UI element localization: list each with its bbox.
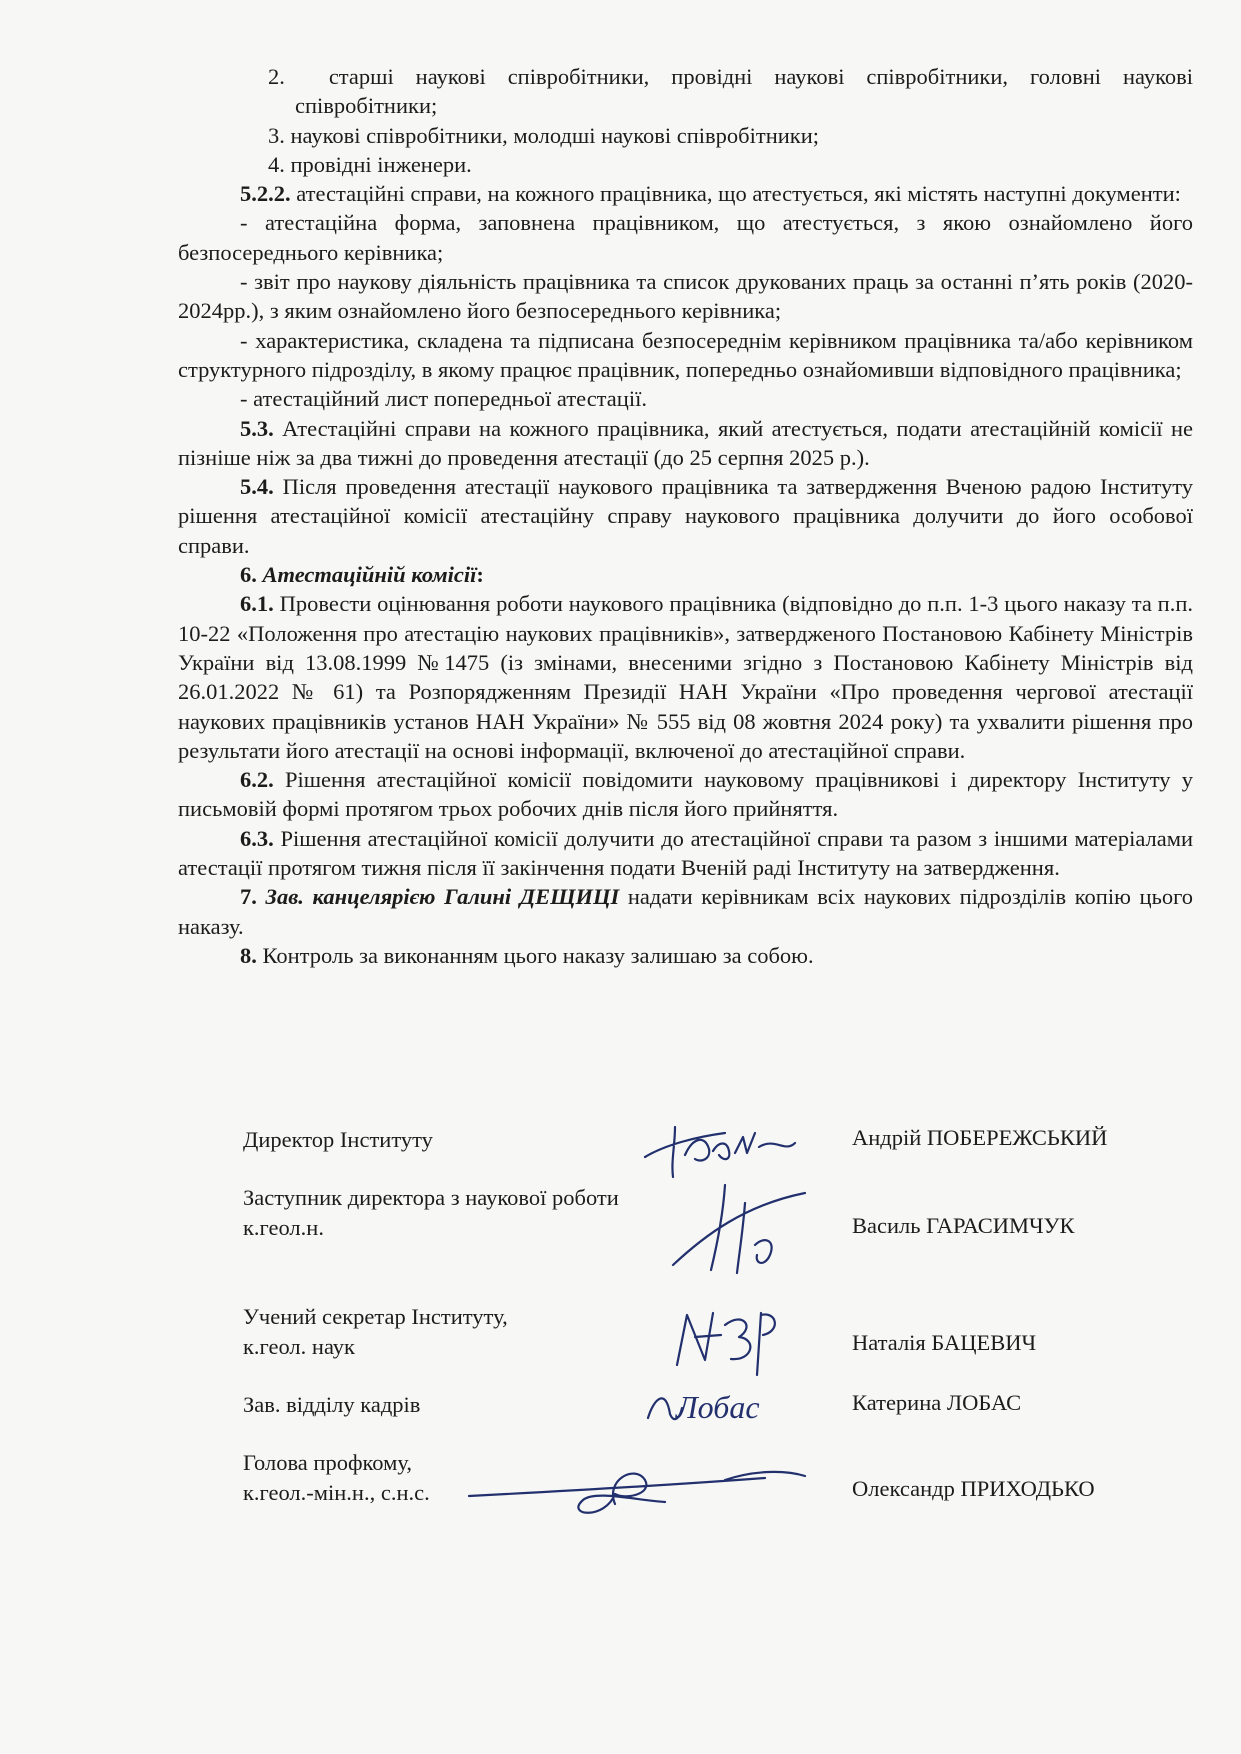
signatory-position-deputy: Заступник директора з наукової роботи к.геол.н.: [243, 1185, 619, 1240]
paragraph-6-2: 6.2. Рішення атестаційної комісії повідомити науковому працівникові і директору Інституту у письмовій формі протягом трьох робочих днів після його прийняття.: [178, 767, 1193, 822]
signature-secretary-icon: [665, 1305, 785, 1380]
list-item-3: 3. наукові співробітники, молодші наукові співробітники;: [268, 122, 819, 148]
list-item-4: 4. провідні інженери.: [268, 151, 472, 177]
signatory-position-director: Директор Інституту: [243, 1127, 433, 1152]
paragraph-7: 7. Зав. канцелярією Галині ДЕЩИЦІ надати керівникам всіх наукових підрозділів копію цього наказу.: [178, 884, 1194, 939]
dash-item-4: - атестаційний лист попередньої атестації.: [240, 386, 647, 412]
paragraph-6-1: 6.1. Провести оцінювання роботи наукового працівника (відповідно до п.п. 1-3 цього наказу та п.п. 10-22 «Положення про атестацію наукових працівників», затвердженого Постановою Кабінету Міністрів України від 13.08.1999 №1475 (із змінами, внесеними згідно з Постановою Кабінету Міністрів від 26.01.2022 № 61) та Розпорядженням Президії НАН України «Про проведення чергової атестації наукових працівників установ НАН України» № 555 від 08 жовтня 2024 року) та ухвалити рішення про результати його атестації на основі інформації, включеної до атестаційної справи.: [178, 591, 1193, 763]
paragraph-5-4: 5.4. Після проведення атестації наукового працівника та затвердження Вченою радою Інституту рішення атестаційної комісії атестаційну справу наукового працівника долучити до його особової справи.: [178, 474, 1193, 558]
paragraph-5-2-2: 5.2.2. атестаційні справи, на кожного працівника, що атестується, які містять наступні документи:: [240, 181, 1181, 207]
signatory-name-director: Андрій ПОБЕРЕЖСЬКИЙ: [852, 1125, 1108, 1150]
signatory-position-union: Голова профкому, к.геол.-мін.н., с.н.с.: [243, 1450, 430, 1505]
dash-item-2: - звіт про наукову діяльність працівника та список друкованих праць за останні п’ять років (2020-2024рр.), з яким ознайомлено його безпосереднього керівника;: [178, 269, 1193, 324]
signatory-position-hr: Зав. відділу кадрів: [243, 1392, 421, 1417]
dash-item-1: - атестаційна форма, заповнена працівником, що атестується, з якою ознайомлено його безпосереднього керівника;: [178, 210, 1193, 265]
signatory-position-secretary: Учений секретар Інституту, к.геол. наук: [243, 1304, 508, 1359]
signatory-name-union: Олександр ПРИХОДЬКО: [852, 1476, 1095, 1501]
signature-union-icon: [465, 1460, 865, 1530]
signatory-name-secretary: Наталія БАЦЕВИЧ: [852, 1330, 1037, 1355]
dash-item-3: - характеристика, складена та підписана безпосереднім керівником працівника та/або керівником структурного підрозділу, в якому працює працівник, попередньо ознайомивши відповідного працівника;: [178, 327, 1193, 382]
signatory-name-hr: Катерина ЛОБАС: [852, 1390, 1022, 1415]
paragraph-8: 8. Контроль за виконанням цього наказу залишаю за собою.: [240, 942, 814, 968]
signature-hr-icon: [640, 1378, 760, 1428]
paragraph-6-heading: 6. Атестаційній комісії:: [240, 562, 484, 588]
paragraph-5-3: 5.3. Атестаційні справи на кожного працівника, який атестується, подати атестаційній комісії не пізніше ніж за два тижні до проведення атестації (до 25 серпня 2025 р.).: [178, 415, 1194, 470]
signature-deputy-icon: [665, 1175, 815, 1280]
signatory-name-deputy: Василь ГАРАСИМЧУК: [852, 1213, 1075, 1238]
list-item-2: 2. старші наукові співробітники, провідні наукові співробітники, головні наукові співробітники;: [268, 64, 1194, 119]
paragraph-6-3: 6.3. Рішення атестаційної комісії долучити до атестаційної справи та разом з іншими матеріалами атестації протягом тижня після її закінчення подати Вченій раді Інституту на затвердження.: [178, 825, 1194, 881]
signature-hr-text: Лобас: [676, 1389, 760, 1425]
